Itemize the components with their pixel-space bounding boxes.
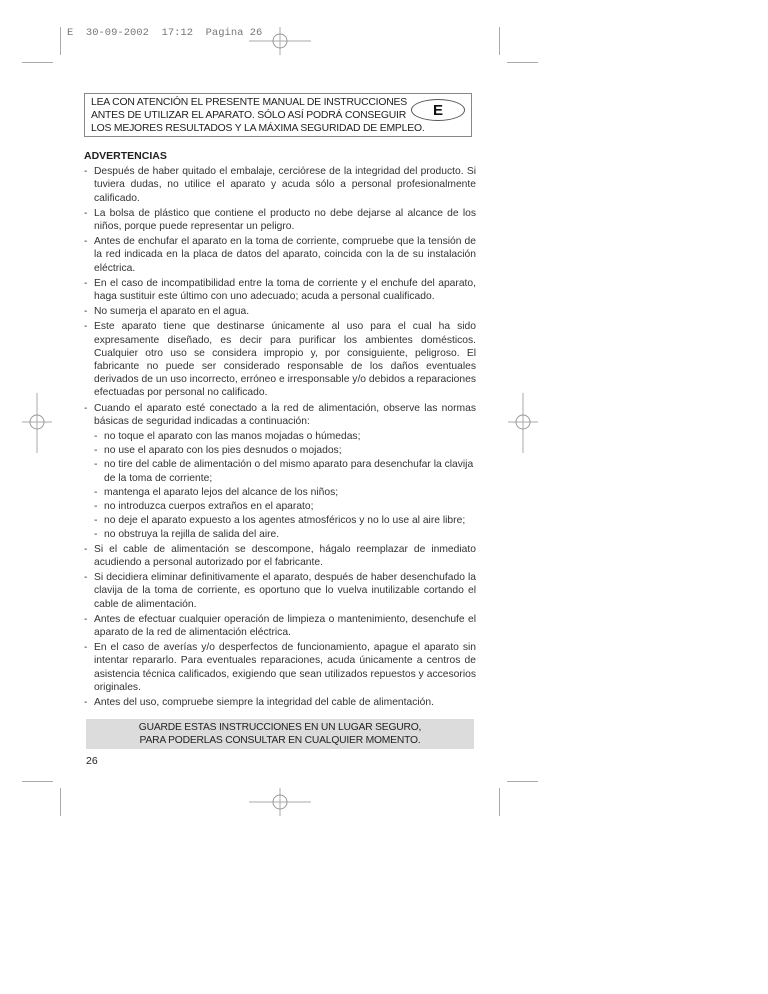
safety-subitem: - no use el aparato con los pies desnudos o mojados; xyxy=(84,444,476,457)
registration-mark-left-icon xyxy=(17,393,57,453)
crop-mark-top-left-h xyxy=(22,62,53,63)
warning-item: - Después de haber quitado el embalaje, cerciórese de la integridad del producto. Si tuviera dudas, no utilice el aparato y acuda sólo a personal profesionalmente calificado. xyxy=(84,165,476,205)
crop-mark-top-left-v xyxy=(60,27,61,55)
safety-subitem: - no deje el aparato expuesto a los agentes atmosféricos y no lo use al aire libre; xyxy=(84,514,476,527)
intro-notice-line: LOS MEJORES RESULTADOS Y LA MÁXIMA SEGURIDAD DE EMPLEO. xyxy=(91,122,425,134)
language-badge: E xyxy=(411,99,465,121)
printer-slug: E 30-09-2002 17:12 Pagina 26 xyxy=(67,27,263,39)
page-number: 26 xyxy=(86,755,98,767)
safety-subitem: - no introduzca cuerpos extraños en el aparato; xyxy=(84,500,476,513)
safety-subitem: - no tire del cable de alimentación o del mismo aparato para desenchufar la clavija de la toma de corriente; xyxy=(84,458,476,484)
warning-item: - La bolsa de plástico que contiene el producto no debe dejarse al alcance de los niños, porque puede representar un peligro. xyxy=(84,207,476,233)
intro-notice-line: ANTES DE UTILIZAR EL APARATO. SÓLO ASÍ PODRÁ CONSEGUIR xyxy=(91,109,407,121)
warning-item: - Cuando el aparato esté conectado a la red de alimentación, observe las normas básicas de seguridad indicadas a continuación: xyxy=(84,402,476,428)
crop-mark-bottom-left-h xyxy=(22,781,53,782)
keep-instructions-notice xyxy=(86,719,474,749)
warning-item: - Antes de enchufar el aparato en la toma de corriente, compruebe que la tensión de la red indicada en la placa de datos del aparato, coincida con la de su instalación eléctrica. xyxy=(84,235,476,275)
warning-item: - Este aparato tiene que destinarse únicamente al uso para el cual ha sido expresamente diseñado, es decir para purificar los ambientes domésticos. Cualquier otro uso se considera impropio y, por consiguiente, peligroso. El fabricante no puede ser considerado responsable de los daños eventuales derivados de un uso incorrecto, erróneo e irresponsable y/o debidos a reparaciones efectuadas por personal no calificado. xyxy=(84,320,476,399)
crop-mark-bottom-right-v xyxy=(499,788,500,816)
crop-mark-top-right-v xyxy=(499,27,500,55)
warning-item: - Antes del uso, compruebe siempre la integridad del cable de alimentación. xyxy=(84,696,476,709)
safety-subitem: - mantenga el aparato lejos del alcance de los niños; xyxy=(84,486,476,499)
intro-notice-line: LEA CON ATENCIÓN EL PRESENTE MANUAL DE INSTRUCCIONES xyxy=(91,97,408,108)
crop-mark-bottom-right-h xyxy=(507,781,538,782)
warning-item: - Si el cable de alimentación se descompone, hágalo reemplazar de inmediato acudiendo a personal autorizado por el fabricante. xyxy=(84,543,476,569)
warning-item: - En el caso de incompatibilidad entre la toma de corriente y el enchufe del aparato, haga sustituir este último con uno adecuado; acuda a personal cualificado. xyxy=(84,277,476,303)
warning-item: - En el caso de averías y/o desperfectos de funcionamiento, apague el aparato sin intentar repararlo. Para eventuales reparaciones, acuda únicamente a centros de asistencia técnica calificados, exigiendo que sean utilizados repuestos y accesorios originales. xyxy=(84,641,476,694)
registration-mark-right-icon xyxy=(503,393,543,453)
crop-mark-top-right-h xyxy=(507,62,538,63)
intro-notice-text xyxy=(91,97,425,135)
notice-line: PARA PODERLAS CONSULTAR EN CUALQUIER MOMENTO. xyxy=(139,735,421,746)
warning-item: - No sumerja el aparato en el agua. xyxy=(84,305,476,318)
intro-notice-box xyxy=(84,93,472,137)
safety-subitem: - no toque el aparato con las manos mojadas o húmedas; xyxy=(84,430,476,443)
warning-item: - Si decidiera eliminar definitivamente el aparato, después de haber desenchufado la clavija de la toma de corriente, es oportuno que lo vuelva inutilizable cortando el cable de alimentación. xyxy=(84,571,476,611)
warnings-section xyxy=(84,150,476,711)
notice-line: GUARDE ESTAS INSTRUCCIONES EN UN LUGAR SEGURO, xyxy=(138,722,422,733)
registration-mark-top-icon xyxy=(249,27,311,57)
crop-mark-bottom-left-v xyxy=(60,788,61,816)
safety-subitem: - no obstruya la rejilla de salida del aire. xyxy=(84,528,476,541)
section-title: ADVERTENCIAS xyxy=(84,150,167,162)
registration-mark-bottom-icon xyxy=(249,788,311,818)
warning-item: - Antes de efectuar cualquier operación de limpieza o mantenimiento, desenchufe el aparato de la red de alimentación eléctrica. xyxy=(84,613,476,639)
